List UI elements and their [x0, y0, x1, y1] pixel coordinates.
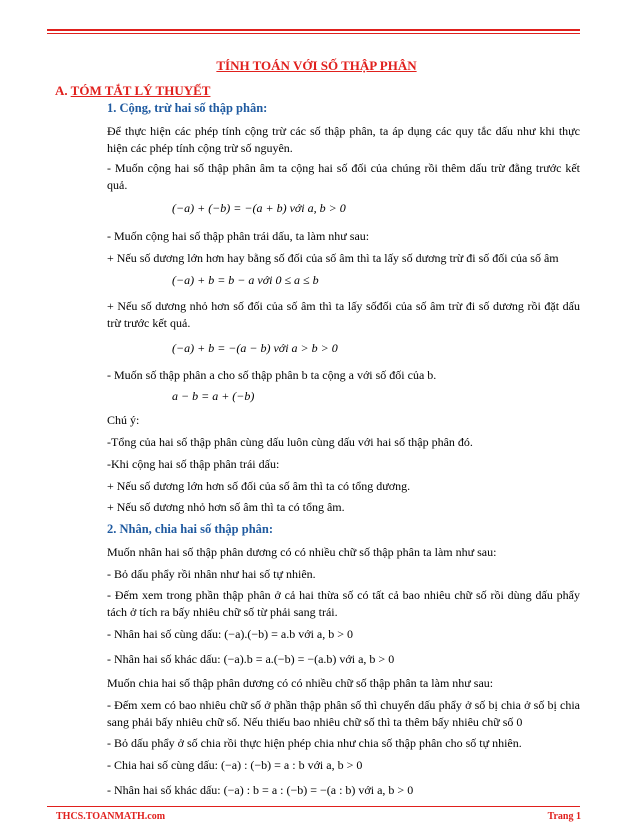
section-a-label: TÓM TẮT LÝ THUYẾT: [70, 83, 211, 98]
paragraph-multiply-step1: - Bỏ dấu phẩy rồi nhân như hai số tự nhiên.: [107, 567, 316, 581]
formula-negative-sum: (−a) + (−b) = −(a + b) với a, b > 0: [172, 201, 346, 215]
formula-case-smaller: (−a) + b = −(a − b) với a > b > 0: [172, 341, 338, 355]
paragraph-case-greater: + Nếu số dương lớn hơn hay bằng số đối của số âm thì ta lấy số dương trừ đi số đối của số âm: [107, 251, 559, 265]
paragraph-rule-negative-sum: - Muốn cộng hai số thập phân âm ta cộng hai số đối của chúng rồi thêm dấu trừ đằng trước kết quả.: [107, 161, 580, 192]
paragraph-multiply-step2: - Đếm xem trong phần thập phân ở cả hai thừa số có tất cả bao nhiêu chữ số rồi dùng dấu phẩy tách ở tích ra bấy nhiêu chữ số từ phải sang trái.: [107, 588, 580, 619]
paragraph-divide-diff-sign: - Nhân hai số khác dấu: (−a) : b = a : (−b) = −(a : b) với a, b > 0: [107, 783, 414, 797]
paragraph-intro: Để thực hiện các phép tính cộng trừ các số thập phân, ta áp dụng các quy tắc dấu như khi thực hiện các phép tính cộng trừ số nguyên.: [107, 124, 580, 155]
top-rule: [47, 29, 580, 31]
note-positive-sum: + Nếu số dương lớn hơn số đối của số âm thì ta có tổng dương.: [107, 479, 411, 493]
paragraph-subtraction-rule: - Muốn số thập phân a cho số thập phân b ta cộng a với số đối của b.: [107, 368, 437, 382]
top-rule-thin: [47, 33, 580, 34]
subheading-multiply-divide: 2. Nhân, chia hai số thập phân:: [107, 522, 274, 536]
subheading-add-subtract: 1. Cộng, trừ hai số thập phân:: [107, 101, 268, 115]
paragraph-divide-step2: - Bỏ dấu phẩy ở số chia rồi thực hiện phép chia như chia số thập phân cho số tự nhiên.: [107, 736, 522, 750]
section-a-prefix: A.: [55, 83, 71, 98]
note-negative-sum: + Nếu số dương nhỏ hơn số âm thì ta có tổng âm.: [107, 500, 345, 514]
paragraph-multiply-diff-sign: - Nhân hai số khác dấu: (−a).b = a.(−b) = −(a.b) với a, b > 0: [107, 652, 395, 666]
formula-subtraction: a − b = a + (−b): [172, 389, 255, 403]
note-opposite-sign: -Khi cộng hai số thập phân trái dấu:: [107, 457, 280, 471]
paragraph-divide-intro: Muốn chia hai số thập phân dương có có nhiều chữ số thập phân ta làm như sau:: [107, 676, 494, 690]
footer-site: THCS.TOANMATH.com: [56, 811, 166, 822]
note-same-sign: -Tổng của hai số thập phân cùng dấu luôn cùng dấu với hai số thập phân đó.: [107, 435, 473, 449]
paragraph-case-smaller: + Nếu số dương nhỏ hơn số đối của số âm thì ta lấy sốđối của số âm trừ đi số dương rồi đặt dấu trừ trước kết quả.: [107, 299, 580, 330]
paragraph-divide-step1: - Đếm xem có bao nhiêu chữ số ở phần thập phân số thì chuyển dấu phẩy ở số bị chia ở số bị chia sang phải bấy nhiêu chữ số. Nếu thiếu bao nhiêu chữ số thì ta thêm bấy nhiêu chữ số 0: [107, 698, 580, 729]
formula-case-greater: (−a) + b = b − a với 0 ≤ a ≤ b: [172, 273, 319, 287]
paragraph-divide-same-sign: - Chia hai số cùng dấu: (−a) : (−b) = a : b với a, b > 0: [107, 758, 363, 772]
page-title: TÍNH TOÁN VỚI SỐ THẬP PHÂN: [216, 58, 417, 73]
paragraph-opposite-signs: - Muốn cộng hai số thập phân trái dấu, ta làm như sau:: [107, 229, 370, 243]
footer-page-number: Trang 1: [547, 811, 581, 822]
section-a-heading: [55, 83, 210, 99]
bottom-rule: [47, 806, 580, 807]
paragraph-multiply-intro: Muốn nhân hai số thập phân dương có có nhiều chữ số thập phân ta làm như sau:: [107, 545, 497, 559]
note-label: Chú ý:: [107, 413, 140, 427]
paragraph-multiply-same-sign: - Nhân hai số cùng dấu: (−a).(−b) = a.b với a, b > 0: [107, 627, 354, 641]
